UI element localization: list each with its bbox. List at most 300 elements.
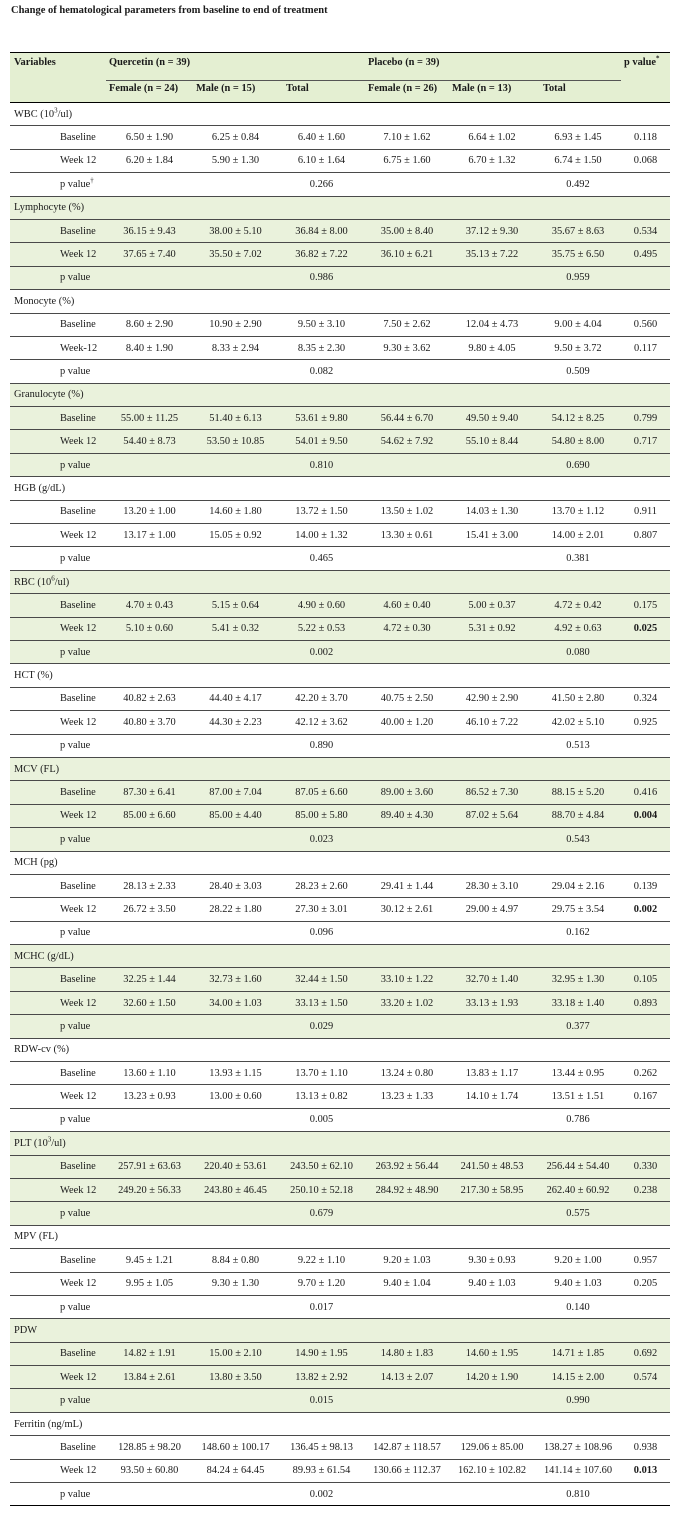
value-cell: 89.93 ± 61.54 xyxy=(278,1459,365,1482)
value-cell: 85.00 ± 6.60 xyxy=(106,804,193,827)
p-value-cell xyxy=(621,1108,670,1131)
value-cell: 0.080 xyxy=(535,640,621,663)
value-cell: 4.72 ± 0.42 xyxy=(535,594,621,617)
value-cell: 0.575 xyxy=(535,1202,621,1225)
row-label xyxy=(10,219,106,242)
value-cell: 33.13 ± 1.93 xyxy=(449,991,535,1014)
table-row xyxy=(10,687,670,710)
row-label xyxy=(10,1366,106,1389)
row-label xyxy=(10,804,106,827)
value-cell xyxy=(193,1202,278,1225)
value-cell xyxy=(365,266,449,289)
p-value-cell: 0.175 xyxy=(621,594,670,617)
value-cell xyxy=(365,828,449,851)
table-row xyxy=(10,1085,670,1108)
value-cell: 0.543 xyxy=(535,828,621,851)
value-cell: 5.15 ± 0.64 xyxy=(193,594,278,617)
table-row xyxy=(10,313,670,336)
table-row xyxy=(10,1436,670,1459)
value-cell: 9.22 ± 1.10 xyxy=(278,1249,365,1272)
value-cell: 0.959 xyxy=(535,266,621,289)
table-row xyxy=(10,453,670,476)
value-cell: 54.62 ± 7.92 xyxy=(365,430,449,453)
value-cell xyxy=(365,734,449,757)
value-cell: 9.80 ± 4.05 xyxy=(449,336,535,359)
variable-name xyxy=(10,1412,670,1435)
value-cell: 7.50 ± 2.62 xyxy=(365,313,449,336)
variable-label: Granulocyte (%) xyxy=(14,389,84,401)
unit-exponent: 3 xyxy=(54,106,58,115)
row-label-text: Week 12 xyxy=(60,623,97,635)
value-cell: 87.05 ± 6.60 xyxy=(278,781,365,804)
value-cell: 5.00 ± 0.37 xyxy=(449,594,535,617)
row-label xyxy=(10,781,106,804)
table-row xyxy=(10,1459,670,1482)
value-cell: 262.40 ± 60.92 xyxy=(535,1178,621,1201)
p-value-cell: 0.717 xyxy=(621,430,670,453)
value-cell: 35.67 ± 8.63 xyxy=(535,219,621,242)
value-cell: 5.10 ± 0.60 xyxy=(106,617,193,640)
group-header-row xyxy=(10,1412,670,1435)
value-cell: 54.40 ± 8.73 xyxy=(106,430,193,453)
value-cell: 6.93 ± 1.45 xyxy=(535,126,621,149)
row-label-text: Baseline xyxy=(60,506,96,518)
variable-label: HGB (g/dL) xyxy=(14,482,66,494)
value-cell: 53.61 ± 9.80 xyxy=(278,407,365,430)
value-cell xyxy=(449,1483,535,1506)
variable-name xyxy=(10,757,670,780)
value-cell: 44.30 ± 2.23 xyxy=(193,711,278,734)
value-cell: 6.75 ± 1.60 xyxy=(365,149,449,172)
value-cell: 8.35 ± 2.30 xyxy=(278,336,365,359)
header-placebo-male: Male (n = 13) xyxy=(452,83,512,94)
p-value-cell: 0.807 xyxy=(621,524,670,547)
row-label xyxy=(10,360,106,383)
row-label xyxy=(10,1483,106,1506)
table-row xyxy=(10,991,670,1014)
value-cell xyxy=(449,640,535,663)
row-label xyxy=(10,898,106,921)
p-value-cell: 0.117 xyxy=(621,336,670,359)
value-cell: 54.80 ± 8.00 xyxy=(535,430,621,453)
group-header-row xyxy=(10,1225,670,1248)
value-cell: 9.70 ± 1.20 xyxy=(278,1272,365,1295)
value-cell: 0.162 xyxy=(535,921,621,944)
value-cell: 241.50 ± 48.53 xyxy=(449,1155,535,1178)
value-cell: 4.92 ± 0.63 xyxy=(535,617,621,640)
p-value-cell: 0.167 xyxy=(621,1085,670,1108)
row-label xyxy=(10,313,106,336)
value-cell: 142.87 ± 118.57 xyxy=(365,1436,449,1459)
variable-label: Lymphocyte (%) xyxy=(14,202,85,214)
group-header-row xyxy=(10,1132,670,1155)
unit-exponent: 3 xyxy=(47,1135,52,1144)
group-header-row xyxy=(10,290,670,313)
group-header-row xyxy=(10,383,670,406)
row-label-text: Baseline xyxy=(60,974,96,986)
value-cell xyxy=(449,1389,535,1412)
variable-name xyxy=(10,1132,670,1155)
value-cell: 41.50 ± 2.80 xyxy=(535,687,621,710)
value-cell xyxy=(106,1202,193,1225)
value-cell: 9.40 ± 1.03 xyxy=(449,1272,535,1295)
table-row xyxy=(10,1366,670,1389)
row-label xyxy=(10,1436,106,1459)
row-label-text: Week 12 xyxy=(60,529,97,541)
table-header xyxy=(10,53,670,103)
table-caption: Change of hematological parameters from baseline to end of treatment xyxy=(11,5,328,16)
p-value-cell: 0.205 xyxy=(621,1272,670,1295)
value-cell: 36.10 ± 6.21 xyxy=(365,243,449,266)
table-row xyxy=(10,617,670,640)
row-label xyxy=(10,266,106,289)
value-cell: 0.023 xyxy=(278,828,365,851)
p-value-cell: 0.013 xyxy=(621,1459,670,1482)
row-label xyxy=(10,921,106,944)
row-label xyxy=(10,1295,106,1318)
value-cell: 37.65 ± 7.40 xyxy=(106,243,193,266)
row-label xyxy=(10,149,106,172)
p-value-cell xyxy=(621,1483,670,1506)
unit-suffix: /ul) xyxy=(54,576,70,588)
p-value-cell: 0.238 xyxy=(621,1178,670,1201)
p-value-cell xyxy=(621,173,670,196)
value-cell: 32.44 ± 1.50 xyxy=(278,968,365,991)
value-cell: 14.60 ± 1.80 xyxy=(193,500,278,523)
unit-suffix: /ul) xyxy=(57,108,73,120)
table-row xyxy=(10,149,670,172)
table-row xyxy=(10,781,670,804)
table-row xyxy=(10,898,670,921)
value-cell: 56.44 ± 6.70 xyxy=(365,407,449,430)
value-cell: 28.30 ± 3.10 xyxy=(449,874,535,897)
value-cell: 40.80 ± 3.70 xyxy=(106,711,193,734)
value-cell xyxy=(193,453,278,476)
variable-name xyxy=(10,383,670,406)
value-cell: 13.13 ± 0.82 xyxy=(278,1085,365,1108)
variable-label: MCHC (g/dL) xyxy=(14,950,74,962)
value-cell: 49.50 ± 9.40 xyxy=(449,407,535,430)
value-cell xyxy=(193,921,278,944)
p-value-cell xyxy=(621,1389,670,1412)
value-cell: 13.72 ± 1.50 xyxy=(278,500,365,523)
value-cell: 28.13 ± 2.33 xyxy=(106,874,193,897)
value-cell: 44.40 ± 4.17 xyxy=(193,687,278,710)
value-cell: 13.23 ± 0.93 xyxy=(106,1085,193,1108)
variable-label: HCT (%) xyxy=(14,670,53,682)
table-row xyxy=(10,430,670,453)
value-cell: 93.50 ± 60.80 xyxy=(106,1459,193,1482)
row-label-text: Baseline xyxy=(60,599,96,611)
variable-label: MCH (pg) xyxy=(14,857,58,869)
row-label-text: Week 12 xyxy=(60,716,97,728)
table-row xyxy=(10,1202,670,1225)
value-cell xyxy=(106,453,193,476)
group-header-row xyxy=(10,1038,670,1061)
row-label xyxy=(10,1178,106,1201)
group-header-row xyxy=(10,664,670,687)
variable-label: Monocyte (%) xyxy=(14,295,75,307)
value-cell xyxy=(365,453,449,476)
row-label xyxy=(10,734,106,757)
group-header-row xyxy=(10,477,670,500)
hematology-table xyxy=(10,52,670,1506)
variable-label: PDW xyxy=(14,1325,38,1336)
row-label-text: Week 12 xyxy=(60,810,97,822)
value-cell xyxy=(106,1295,193,1318)
value-cell: 0.002 xyxy=(278,1483,365,1506)
value-cell xyxy=(365,1202,449,1225)
value-cell: 7.10 ± 1.62 xyxy=(365,126,449,149)
variable-name xyxy=(10,1319,670,1342)
value-cell: 40.00 ± 1.20 xyxy=(365,711,449,734)
p-value-cell: 0.324 xyxy=(621,687,670,710)
value-cell: 5.22 ± 0.53 xyxy=(278,617,365,640)
value-cell: 0.015 xyxy=(278,1389,365,1412)
value-cell: 13.82 ± 2.92 xyxy=(278,1366,365,1389)
header-variables: Variables xyxy=(14,57,56,68)
p-value-cell: 0.262 xyxy=(621,1062,670,1085)
p-value-cell: 0.911 xyxy=(621,500,670,523)
group-header-row xyxy=(10,196,670,219)
value-cell: 130.66 ± 112.37 xyxy=(365,1459,449,1482)
row-label xyxy=(10,1015,106,1038)
row-label xyxy=(10,1389,106,1412)
p-value-cell xyxy=(621,547,670,570)
value-cell: 0.005 xyxy=(278,1108,365,1131)
variable-name xyxy=(10,477,670,500)
header-p-value: p value* xyxy=(624,54,660,68)
value-cell: 88.15 ± 5.20 xyxy=(535,781,621,804)
value-cell: 34.00 ± 1.03 xyxy=(193,991,278,1014)
variable-name xyxy=(10,1038,670,1061)
value-cell xyxy=(193,547,278,570)
value-cell: 0.679 xyxy=(278,1202,365,1225)
value-cell: 249.20 ± 56.33 xyxy=(106,1178,193,1201)
row-label xyxy=(10,1459,106,1482)
p-value-cell xyxy=(621,453,670,476)
table-row xyxy=(10,126,670,149)
value-cell: 37.12 ± 9.30 xyxy=(449,219,535,242)
row-label-text: p value xyxy=(60,927,91,939)
value-cell xyxy=(365,547,449,570)
value-cell: 14.90 ± 1.95 xyxy=(278,1342,365,1365)
value-cell xyxy=(106,360,193,383)
value-cell: 32.25 ± 1.44 xyxy=(106,968,193,991)
row-label-text: p value xyxy=(60,459,91,471)
value-cell: 220.40 ± 53.61 xyxy=(193,1155,278,1178)
variable-label: WBC (10 xyxy=(14,108,55,120)
value-cell: 148.60 ± 100.17 xyxy=(193,1436,278,1459)
value-cell: 250.10 ± 52.18 xyxy=(278,1178,365,1201)
value-cell: 14.00 ± 2.01 xyxy=(535,524,621,547)
value-cell: 87.30 ± 6.41 xyxy=(106,781,193,804)
value-cell: 28.40 ± 3.03 xyxy=(193,874,278,897)
row-label-text: Week 12 xyxy=(60,436,97,448)
row-label xyxy=(10,547,106,570)
value-cell: 15.41 ± 3.00 xyxy=(449,524,535,547)
table-row xyxy=(10,524,670,547)
value-cell xyxy=(449,173,535,196)
value-cell xyxy=(106,828,193,851)
value-cell: 32.60 ± 1.50 xyxy=(106,991,193,1014)
table-body xyxy=(10,103,670,1506)
p-value-cell: 0.068 xyxy=(621,149,670,172)
value-cell: 4.60 ± 0.40 xyxy=(365,594,449,617)
row-label-text: Baseline xyxy=(60,1067,96,1079)
row-label-text: Baseline xyxy=(60,787,96,799)
value-cell xyxy=(193,1295,278,1318)
variable-label: MCV (FL) xyxy=(14,763,60,775)
p-value-cell: 0.925 xyxy=(621,711,670,734)
value-cell: 86.52 ± 7.30 xyxy=(449,781,535,804)
value-cell: 8.40 ± 1.90 xyxy=(106,336,193,359)
value-cell: 6.74 ± 1.50 xyxy=(535,149,621,172)
row-label-text: Week 12 xyxy=(60,155,97,167)
row-label-text: p value xyxy=(60,1395,91,1407)
value-cell: 0.786 xyxy=(535,1108,621,1131)
table-row xyxy=(10,500,670,523)
value-cell: 13.60 ± 1.10 xyxy=(106,1062,193,1085)
value-cell xyxy=(365,1015,449,1038)
value-cell: 35.50 ± 7.02 xyxy=(193,243,278,266)
table-row xyxy=(10,1249,670,1272)
value-cell: 0.381 xyxy=(535,547,621,570)
row-label xyxy=(10,243,106,266)
variable-name xyxy=(10,103,670,126)
table-row xyxy=(10,1295,670,1318)
value-cell: 284.92 ± 48.90 xyxy=(365,1178,449,1201)
value-cell xyxy=(106,1483,193,1506)
value-cell: 13.51 ± 1.51 xyxy=(535,1085,621,1108)
value-cell: 89.00 ± 3.60 xyxy=(365,781,449,804)
row-label-text: p value xyxy=(60,833,91,845)
row-label xyxy=(10,430,106,453)
table-row xyxy=(10,547,670,570)
table-row xyxy=(10,711,670,734)
p-value-cell xyxy=(621,266,670,289)
p-value-cell xyxy=(621,640,670,663)
row-label xyxy=(10,173,106,196)
value-cell: 88.70 ± 4.84 xyxy=(535,804,621,827)
value-cell: 13.20 ± 1.00 xyxy=(106,500,193,523)
row-label-text: p value xyxy=(60,178,91,190)
value-cell: 0.096 xyxy=(278,921,365,944)
table-row xyxy=(10,1155,670,1178)
row-label xyxy=(10,640,106,663)
value-cell xyxy=(193,1483,278,1506)
row-label xyxy=(10,617,106,640)
value-cell xyxy=(365,1389,449,1412)
row-label xyxy=(10,1342,106,1365)
value-cell: 0.986 xyxy=(278,266,365,289)
value-cell: 257.91 ± 63.63 xyxy=(106,1155,193,1178)
value-cell: 15.00 ± 2.10 xyxy=(193,1342,278,1365)
row-label xyxy=(10,1249,106,1272)
row-label-text: Baseline xyxy=(60,1441,96,1453)
value-cell: 14.71 ± 1.85 xyxy=(535,1342,621,1365)
value-cell xyxy=(449,453,535,476)
value-cell: 14.10 ± 1.74 xyxy=(449,1085,535,1108)
value-cell: 85.00 ± 5.80 xyxy=(278,804,365,827)
value-cell: 40.82 ± 2.63 xyxy=(106,687,193,710)
row-label xyxy=(10,874,106,897)
value-cell: 9.30 ± 0.93 xyxy=(449,1249,535,1272)
value-cell: 33.13 ± 1.50 xyxy=(278,991,365,1014)
row-label xyxy=(10,1202,106,1225)
value-cell xyxy=(365,360,449,383)
value-cell: 28.22 ± 1.80 xyxy=(193,898,278,921)
value-cell: 0.990 xyxy=(535,1389,621,1412)
value-cell: 51.40 ± 6.13 xyxy=(193,407,278,430)
group-header-row xyxy=(10,1319,670,1342)
value-cell xyxy=(106,1389,193,1412)
value-cell: 243.50 ± 62.10 xyxy=(278,1155,365,1178)
value-cell: 38.00 ± 5.10 xyxy=(193,219,278,242)
p-value-cell xyxy=(621,921,670,944)
value-cell: 87.02 ± 5.64 xyxy=(449,804,535,827)
row-label-text: Baseline xyxy=(60,1348,96,1360)
value-cell: 0.029 xyxy=(278,1015,365,1038)
value-cell: 9.40 ± 1.04 xyxy=(365,1272,449,1295)
value-cell: 0.002 xyxy=(278,640,365,663)
variable-label: RDW-cv (%) xyxy=(14,1044,70,1056)
value-cell xyxy=(365,921,449,944)
unit-exponent: 6 xyxy=(51,574,55,583)
value-cell: 28.23 ± 2.60 xyxy=(278,874,365,897)
table-row xyxy=(10,828,670,851)
value-cell xyxy=(365,1483,449,1506)
value-cell: 46.10 ± 7.22 xyxy=(449,711,535,734)
value-cell: 36.84 ± 8.00 xyxy=(278,219,365,242)
p-value-cell: 0.799 xyxy=(621,407,670,430)
value-cell: 14.82 ± 1.91 xyxy=(106,1342,193,1365)
p-value-cell: 0.118 xyxy=(621,126,670,149)
p-value-cell: 0.560 xyxy=(621,313,670,336)
value-cell: 0.492 xyxy=(535,173,621,196)
row-label-text: Baseline xyxy=(60,319,96,331)
value-cell xyxy=(106,173,193,196)
value-cell xyxy=(449,921,535,944)
value-cell xyxy=(106,266,193,289)
row-label xyxy=(10,407,106,430)
value-cell: 35.75 ± 6.50 xyxy=(535,243,621,266)
value-cell: 33.18 ± 1.40 xyxy=(535,991,621,1014)
value-cell: 5.41 ± 0.32 xyxy=(193,617,278,640)
value-cell xyxy=(106,640,193,663)
value-cell xyxy=(449,547,535,570)
p-value-cell: 0.105 xyxy=(621,968,670,991)
row-label xyxy=(10,991,106,1014)
table-row xyxy=(10,1483,670,1506)
value-cell xyxy=(449,266,535,289)
p-value-cell: 0.938 xyxy=(621,1436,670,1459)
variable-name xyxy=(10,851,670,874)
row-label xyxy=(10,1108,106,1131)
value-cell: 6.50 ± 1.90 xyxy=(106,126,193,149)
header-quercetin-male: Male (n = 15) xyxy=(196,83,256,94)
p-value-cell xyxy=(621,1202,670,1225)
row-label xyxy=(10,594,106,617)
value-cell: 0.690 xyxy=(535,453,621,476)
group-header-row xyxy=(10,945,670,968)
value-cell: 13.70 ± 1.10 xyxy=(278,1062,365,1085)
row-label-text: Week 12 xyxy=(60,1091,97,1103)
value-cell: 13.84 ± 2.61 xyxy=(106,1366,193,1389)
row-label xyxy=(10,453,106,476)
value-cell xyxy=(193,1108,278,1131)
p-value-cell: 0.330 xyxy=(621,1155,670,1178)
